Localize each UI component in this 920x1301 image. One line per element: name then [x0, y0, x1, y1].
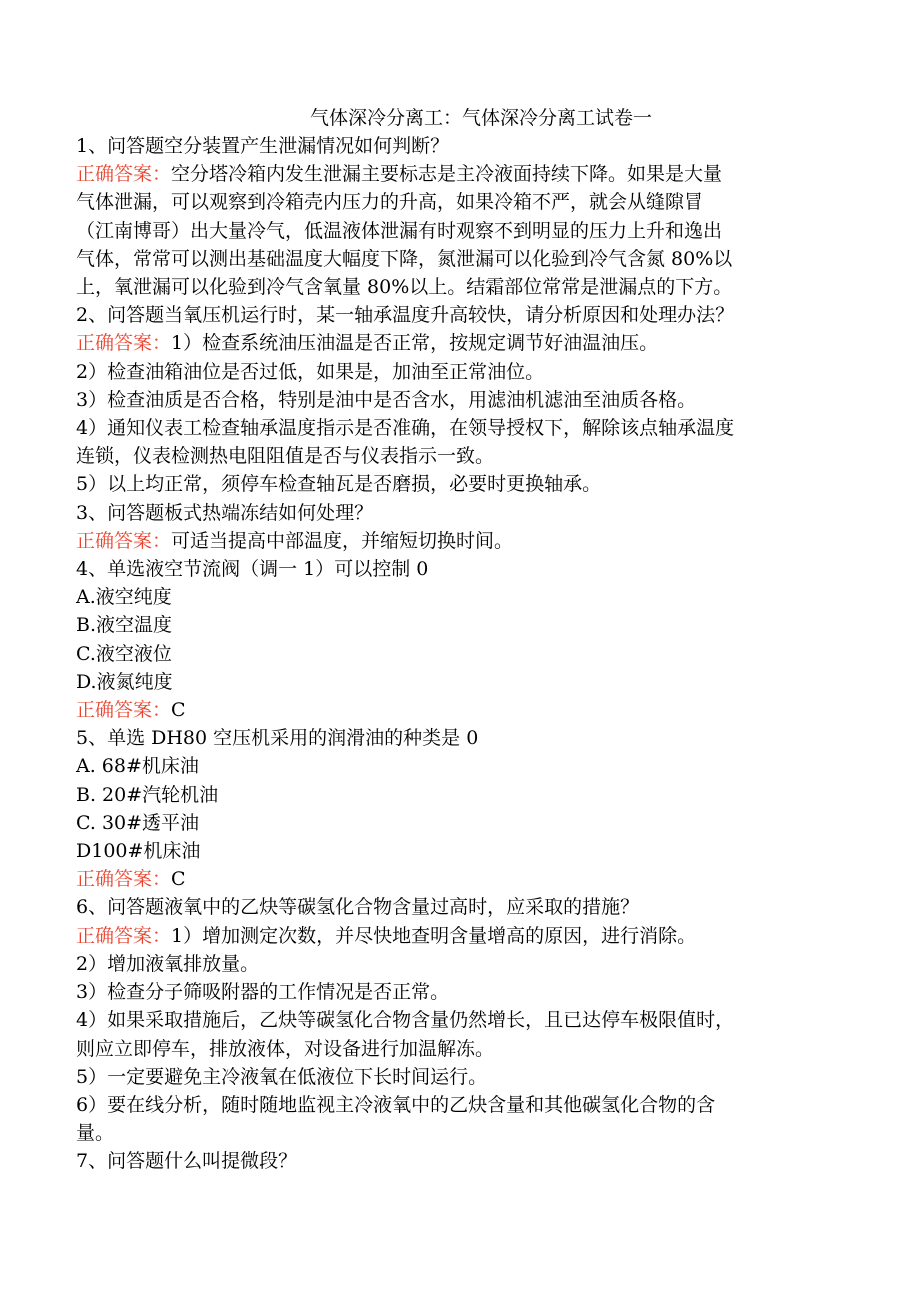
line-text: C. 30#透平油	[76, 811, 200, 834]
text-line	[76, 132, 856, 160]
text-line	[76, 1063, 856, 1091]
answer-line	[76, 527, 856, 555]
line-text: C.液空液位	[76, 642, 172, 665]
line-text: 1）检查系统油压油温是否正常，按规定调节好油温油压。	[171, 332, 659, 355]
line-text: B. 20#汽轮机油	[76, 783, 219, 806]
answer-label: 正确答案：	[76, 868, 172, 891]
text-line	[76, 442, 856, 470]
line-text: C	[171, 868, 186, 891]
line-text: 5）一定要避免主冷液氧在低液位下长时间运行。	[76, 1065, 488, 1088]
line-text: 上，氧泄漏可以化验到冷气含氧量 80%以上。结霜部位常常是泄漏点的下方。	[76, 276, 733, 299]
text-line	[76, 752, 856, 780]
text-line	[76, 217, 856, 245]
text-line	[76, 414, 856, 442]
answer-label: 正确答案：	[76, 332, 172, 355]
line-text: 6、问答题液氧中的乙炔等碳氢化合物含量过高时，应采取的措施？	[76, 896, 640, 919]
line-text: A.液空纯度	[76, 586, 172, 609]
text-line	[76, 668, 856, 696]
text-line	[76, 1091, 856, 1119]
text-line	[76, 837, 856, 865]
text-line	[76, 611, 856, 639]
line-text: 连锁，仪表检测热电阻阻值是否与仪表指示一致。	[76, 445, 495, 468]
line-text: 2）增加液氧排放量。	[76, 952, 260, 975]
answer-line	[76, 865, 856, 893]
text-line	[76, 301, 856, 329]
line-text: （江南博哥）出大量冷气，低温液体泄漏有时观察不到明显的压力上升和逸出	[76, 219, 723, 242]
text-line	[76, 1119, 856, 1147]
text-line	[76, 583, 856, 611]
text-line	[76, 245, 856, 273]
line-text: 4）如果采取措施后，乙炔等碳氢化合物含量仍然增长，且已达停车极限值时，	[76, 1009, 735, 1032]
document-body	[76, 132, 856, 1176]
line-text: 3、问答题板式热端冻结如何处理？	[76, 501, 374, 524]
line-text: 4）通知仪表工检查轴承温度指示是否准确，在领导授权下，解除该点轴承温度	[76, 417, 735, 440]
text-line	[76, 273, 856, 301]
line-text: D100#机床油	[76, 840, 201, 863]
line-text: 2）检查油箱油位是否过低，如果是，加油至正常油位。	[76, 360, 545, 383]
line-text: 气体，常常可以测出基础温度大幅度下降，氮泄漏可以化验到冷气含氮 80%以	[76, 247, 733, 270]
line-text: A. 68#机床油	[76, 755, 199, 778]
answer-line	[76, 160, 856, 188]
text-line	[76, 640, 856, 668]
line-text: C	[171, 699, 186, 722]
document-title: 气体深冷分离工：气体深冷分离工试卷一	[309, 107, 652, 129]
line-text: 气体泄漏，可以观察到冷箱壳内压力的升高，如果冷箱不严，就会从缝隙冒	[76, 191, 704, 214]
answer-line	[76, 329, 856, 357]
text-line	[76, 781, 856, 809]
text-line	[76, 809, 856, 837]
text-line	[76, 555, 856, 583]
text-line	[76, 893, 856, 921]
line-text: 量。	[76, 1122, 115, 1145]
line-text: 4、单选液空节流阀（调一 1）可以控制 0	[76, 558, 429, 581]
text-line	[76, 724, 856, 752]
line-text: B.液空温度	[76, 614, 173, 637]
line-text: 3）检查分子筛吸附器的工作情况是否正常。	[76, 981, 450, 1004]
line-text: 5）以上均正常，须停车检查轴瓦是否磨损，必要时更换轴承。	[76, 473, 602, 496]
line-text: 1、问答题空分装置产生泄漏情况如何判断？	[76, 135, 450, 157]
text-line	[76, 1035, 856, 1063]
text-line	[76, 470, 856, 498]
answer-label: 正确答案：	[76, 529, 172, 552]
text-line	[76, 978, 856, 1006]
line-text: 空分塔冷箱内发生泄漏主要标志是主冷液面持续下降。如果是大量	[171, 163, 723, 186]
answer-label: 正确答案：	[76, 163, 172, 186]
text-line	[76, 1006, 856, 1034]
text-line	[76, 499, 856, 527]
line-text: 2、问答题当氧压机运行时，某一轴承温度升高较快，请分析原因和处理办法？	[76, 304, 735, 327]
answer-line	[76, 696, 856, 724]
line-text: 7、问答题什么叫提微段？	[76, 1150, 298, 1173]
text-line	[76, 950, 856, 978]
text-line	[76, 386, 856, 414]
line-text: D.液氮纯度	[76, 670, 173, 693]
answer-label: 正确答案：	[76, 699, 172, 722]
line-text: 5、单选 DH80 空压机采用的润滑油的种类是 0	[76, 727, 479, 750]
document-page	[76, 104, 856, 1176]
line-text: 3）检查油质是否合格，特别是油中是否含水，用滤油机滤油至油质各格。	[76, 388, 697, 411]
text-line	[76, 358, 856, 386]
answer-line	[76, 922, 856, 950]
line-text: 可适当提高中部温度，并缩短切换时间。	[171, 529, 514, 552]
line-text: 1）增加测定次数，并尽快地查明含量增高的原因，进行消除。	[171, 924, 697, 947]
text-line	[76, 188, 856, 216]
answer-label: 正确答案：	[76, 924, 172, 947]
line-text: 6）要在线分析，随时随地监视主冷液氧中的乙炔含量和其他碳氢化合物的含	[76, 1093, 716, 1116]
text-line	[76, 1147, 856, 1175]
line-text: 则应立即停车，排放液体，对设备进行加温解冻。	[76, 1037, 495, 1060]
